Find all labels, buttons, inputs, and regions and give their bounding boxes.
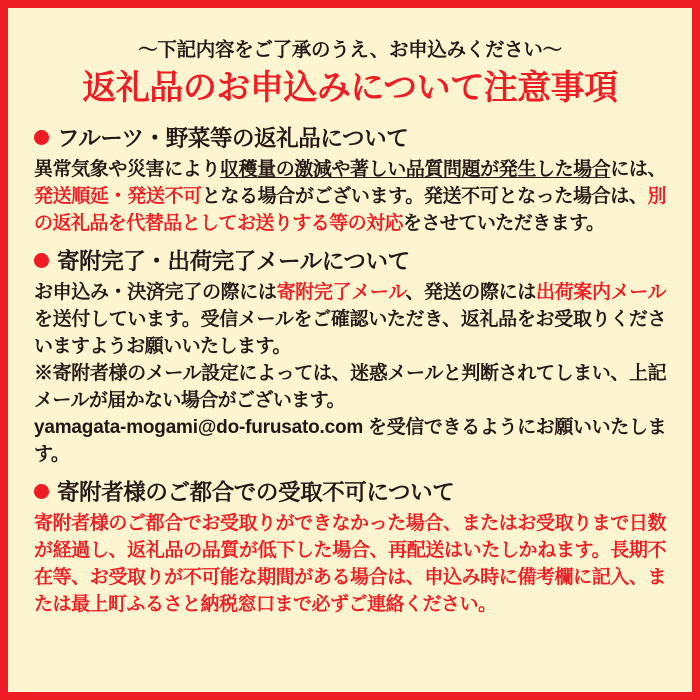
section-completion-mail — [34, 244, 666, 469]
text-run: お申込み・決済完了の際には — [34, 282, 277, 304]
red-dot-bullet-icon — [34, 484, 49, 499]
text-run-underline: 収穫量の激減や著しい品質問題が発生した — [219, 159, 574, 181]
lead-text: 〜下記内容をご了承のうえ、お申込みください〜 — [138, 39, 562, 61]
notice-card — [8, 8, 692, 692]
text-run: 返礼品をお受取りくださいますようお願いいたします。 — [34, 309, 666, 358]
text-run-underline: 場合 — [573, 159, 611, 181]
text-run: には、 — [610, 159, 666, 181]
section-title — [34, 475, 666, 507]
section-title — [34, 121, 666, 153]
section-title-label: 寄附者様のご都合での受取不可について — [57, 480, 455, 506]
section-note-1: ※寄附者様のメール設定によっては、迷惑メールと判断されてしまい、上記メールが届かない場合がございます。 — [34, 363, 666, 412]
text-run-accent: 別の返礼品を代替品としてお送りする等の対応 — [34, 186, 666, 235]
text-run-accent: 案内メール — [573, 282, 666, 304]
red-dot-bullet-icon — [34, 130, 49, 145]
page-title: 返礼品のお申込みについて注意事項 — [82, 69, 618, 107]
red-dot-bullet-icon — [34, 253, 49, 268]
section-title-label: 寄附完了・出荷完了メールについて — [57, 249, 410, 275]
section-fruits-vegetables — [34, 121, 666, 238]
text-run: を送付しています。受信メールをご確認いただき、 — [34, 309, 461, 331]
section-note-2 — [34, 415, 666, 469]
text-run-accent: 寄附完了メール — [276, 282, 406, 304]
text-run: をさせていただきます。 — [403, 213, 605, 235]
text-run: となった場合は、 — [498, 186, 648, 208]
text-run: を受信できるようにお願いいたします。 — [34, 417, 666, 466]
text-run: となる場合がございます。発送不可 — [201, 186, 499, 208]
section-title-label: フルーツ・野菜等の返礼品について — [57, 126, 409, 152]
contact-email: yamagata-mogami@do-furusato.com — [34, 417, 364, 439]
section-body — [34, 157, 666, 238]
text-run: 、発送の際には — [405, 282, 536, 304]
text-run-accent: 出荷 — [535, 282, 574, 304]
section-title — [34, 244, 666, 276]
text-run-accent: 発送順延・発送不可 — [34, 186, 202, 208]
section-body: 寄附者様のご都合でお受取りができなかった場合、またはお受取りまで日数が経過し、返礼品の品質が低下した場合、再配送はいたしかねます。長期不在等、お受取りが不可能な期間がある場合は、申込み時に備考欄に記入、または最上町ふるさと納税窓口まで必ずご連絡ください。 — [34, 513, 666, 615]
section-receipt-unavailable — [34, 475, 666, 619]
section-body — [34, 280, 666, 361]
text-run: 異常気象や災害により — [34, 159, 220, 181]
